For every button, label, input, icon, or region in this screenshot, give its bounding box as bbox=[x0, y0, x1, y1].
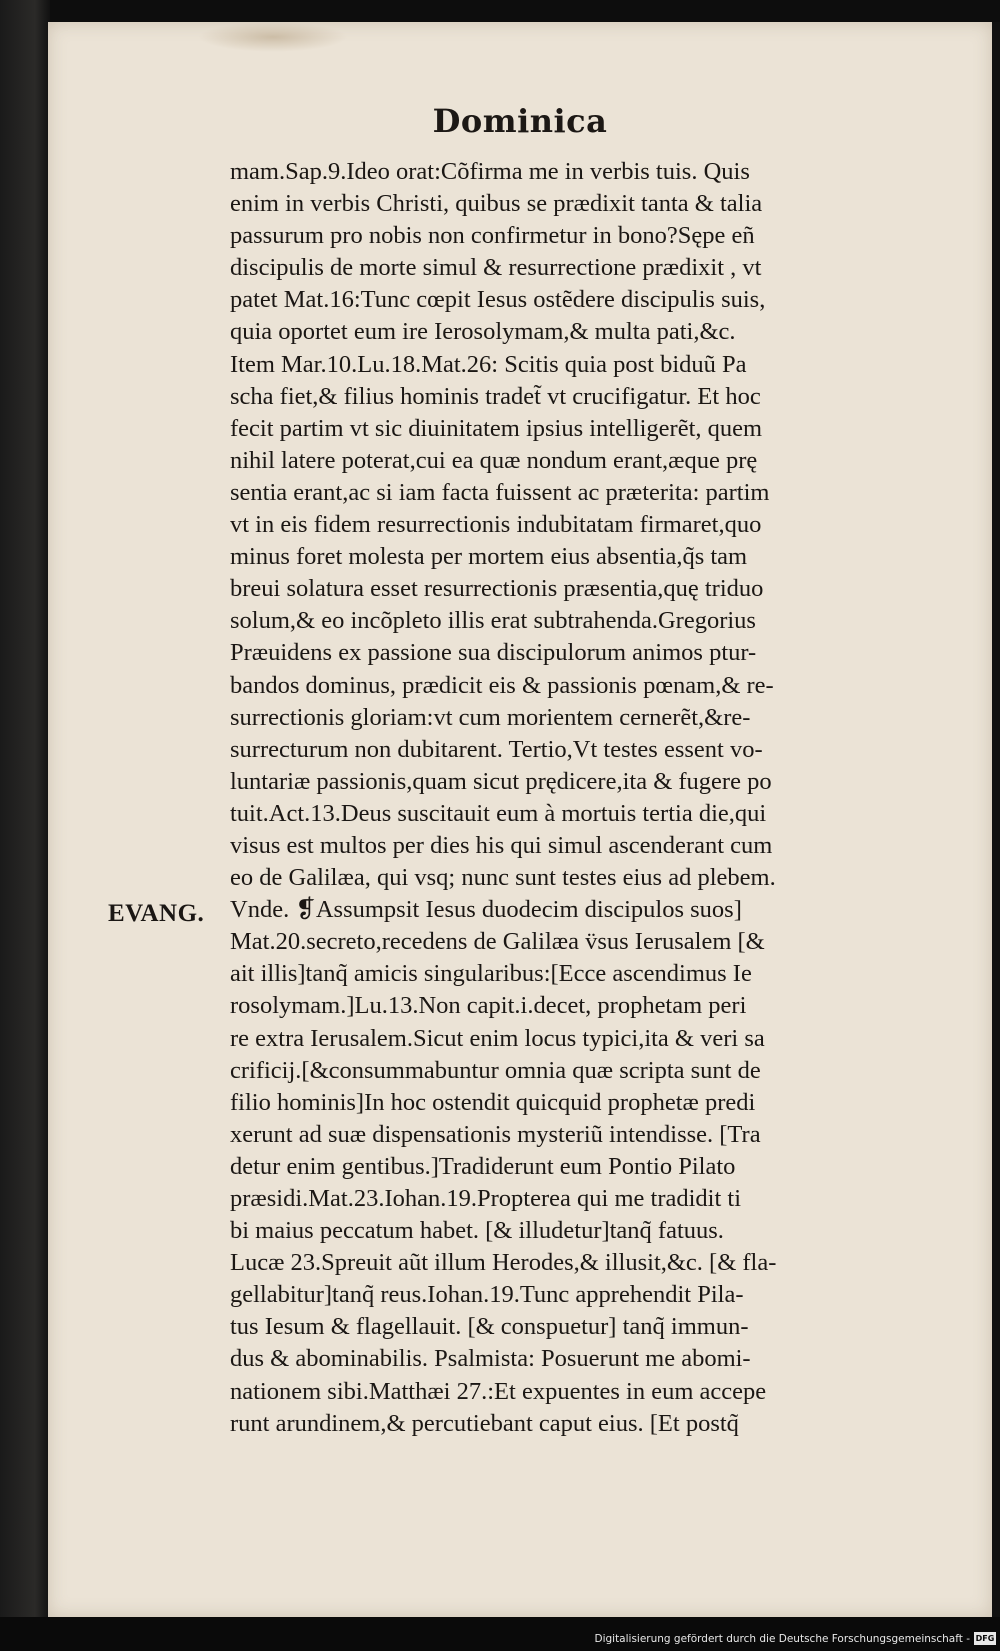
text-line: surrecturum non dubitarent. Tertio,Vt testes essent vo- bbox=[230, 735, 763, 763]
text-line: fecit partim vt sic diuinitatem ipsius intelligerẽt, quem bbox=[230, 414, 763, 442]
text-line: filio hominis]In hoc ostendit quicquid prophetæ predi bbox=[230, 1088, 756, 1116]
text-line: luntariæ passionis,quam sicut prędicere,ita & fugere po bbox=[230, 767, 772, 795]
text-line: Mat.20.secreto,recedens de Galilæa v̈sus Ierusalem [& bbox=[230, 928, 765, 956]
scan-frame-top bbox=[0, 0, 1000, 22]
book-page bbox=[48, 22, 992, 1617]
text-line: surrectionis gloriam:vt cum morientem cernerẽt,&re- bbox=[230, 703, 751, 731]
text-line: visus est multos per dies his qui simul ascenderant cum bbox=[230, 831, 773, 859]
book-spine-edge bbox=[0, 0, 50, 1651]
text-line: Præuidens ex passione sua discipulorum animos ptur- bbox=[230, 639, 757, 667]
text-line: ait illis]tanq̃ amicis singularibus:[Ecce ascendimus Ie bbox=[230, 960, 752, 988]
text-line: tus Iesum & flagellauit. [& conspuetur] tanq̃ immun- bbox=[230, 1313, 749, 1341]
text-line: enim in verbis Christi, quibus se prædixit tanta & talia bbox=[230, 190, 763, 218]
text-line: sentia erant,ac si iam facta fuissent ac præterita: partim bbox=[230, 478, 770, 506]
running-head: Dominica bbox=[432, 102, 608, 140]
text-line: vt in eis fidem resurrectionis indubitatam firmaret,quo bbox=[230, 511, 762, 539]
margin-note-evang: EVANG. bbox=[108, 900, 205, 927]
dfg-logo: DFG bbox=[975, 1634, 995, 1643]
text-line: Lucæ 23.Spreuit aũt illum Herodes,& illusit,&c. [& fla- bbox=[230, 1249, 777, 1277]
text-line: minus foret molesta per mortem eius absentia,q̃s tam bbox=[230, 543, 748, 571]
text-line: dus & abominabilis. Psalmista: Posuerunt me abomi- bbox=[230, 1345, 751, 1373]
text-line: runt arundinem,& percutiebant caput eius. [Et postq̃ bbox=[230, 1409, 739, 1437]
text-line: mam.Sap.9.Ideo orat:Cõfirma me in verbis tuis. Quis bbox=[230, 158, 750, 185]
text-line: xerunt ad suæ dispensationis mysteriũ intendisse. [Tra bbox=[230, 1120, 761, 1148]
text-line: eo de Galilæa, qui vsq; nunc sunt testes eius ad plebem. bbox=[230, 864, 776, 892]
text-line: breui solatura esset resurrectionis præsentia,quę triduo bbox=[230, 575, 764, 603]
text-line: patet Mat.16:Tunc cœpit Iesus ostẽdere discipulis suis, bbox=[230, 286, 766, 314]
text-line: rosolymam.]Lu.13.Non capit.i.decet, prophetam peri bbox=[230, 992, 747, 1020]
text-line: tuit.Act.13.Deus suscitauit eum à mortuis tertia die,qui bbox=[230, 799, 767, 827]
body-text bbox=[230, 156, 950, 1440]
text-line: passurum pro nobis non confirmetur in bono?Sępe eñ bbox=[230, 222, 755, 250]
paper-stain bbox=[198, 22, 348, 52]
text-line: nihil latere poterat,cui ea quæ nondum erant,æque prę bbox=[230, 446, 758, 474]
text-line: bandos dominus, prædicit eis & passionis pœnam,& re- bbox=[230, 671, 774, 699]
text-line: Item Mar.10.Lu.18.Mat.26: Scitis quia post biduũ Pa bbox=[230, 350, 747, 378]
text-line: detur enim gentibus.]Tradiderunt eum Pontio Pilato bbox=[230, 1152, 736, 1180]
text-line: gellabitur]tanq̃ reus.Iohan.19.Tunc apprehendit Pila- bbox=[230, 1281, 744, 1309]
text-line: præsidi.Mat.23.Iohan.19.Propterea qui me tradidit ti bbox=[230, 1185, 742, 1212]
text-line: re extra Ierusalem.Sicut enim locus typici,ita & veri sa bbox=[230, 1024, 765, 1052]
text-line: quia oportet eum ire Ierosolymam,& multa pati,&c. bbox=[230, 318, 736, 346]
text-line: scha fiet,& filius hominis tradet̃ vt crucifigatur. Et hoc bbox=[230, 382, 761, 410]
text-line: discipulis de morte simul & resurrectione prædixit , vt bbox=[230, 254, 762, 282]
text-line: Vnde. ❡Assumpsit Iesus duodecim discipulos suos] bbox=[230, 896, 742, 924]
text-line: nationem sibi.Matthæi 27.:Et expuentes in eum accepe bbox=[230, 1377, 767, 1405]
text-line: crificij.[&consummabuntur omnia quæ scripta sunt de bbox=[230, 1056, 761, 1084]
digitization-credit: Digitalisierung gefördert durch die Deutsche Forschungsgemeinschaft - bbox=[594, 1633, 970, 1645]
text-line: bi maius peccatum habet. [& illudetur]tanq̃ fatuus. bbox=[230, 1217, 724, 1245]
text-line: solum,& eo incõpleto illis erat subtrahenda.Gregorius bbox=[230, 607, 756, 635]
